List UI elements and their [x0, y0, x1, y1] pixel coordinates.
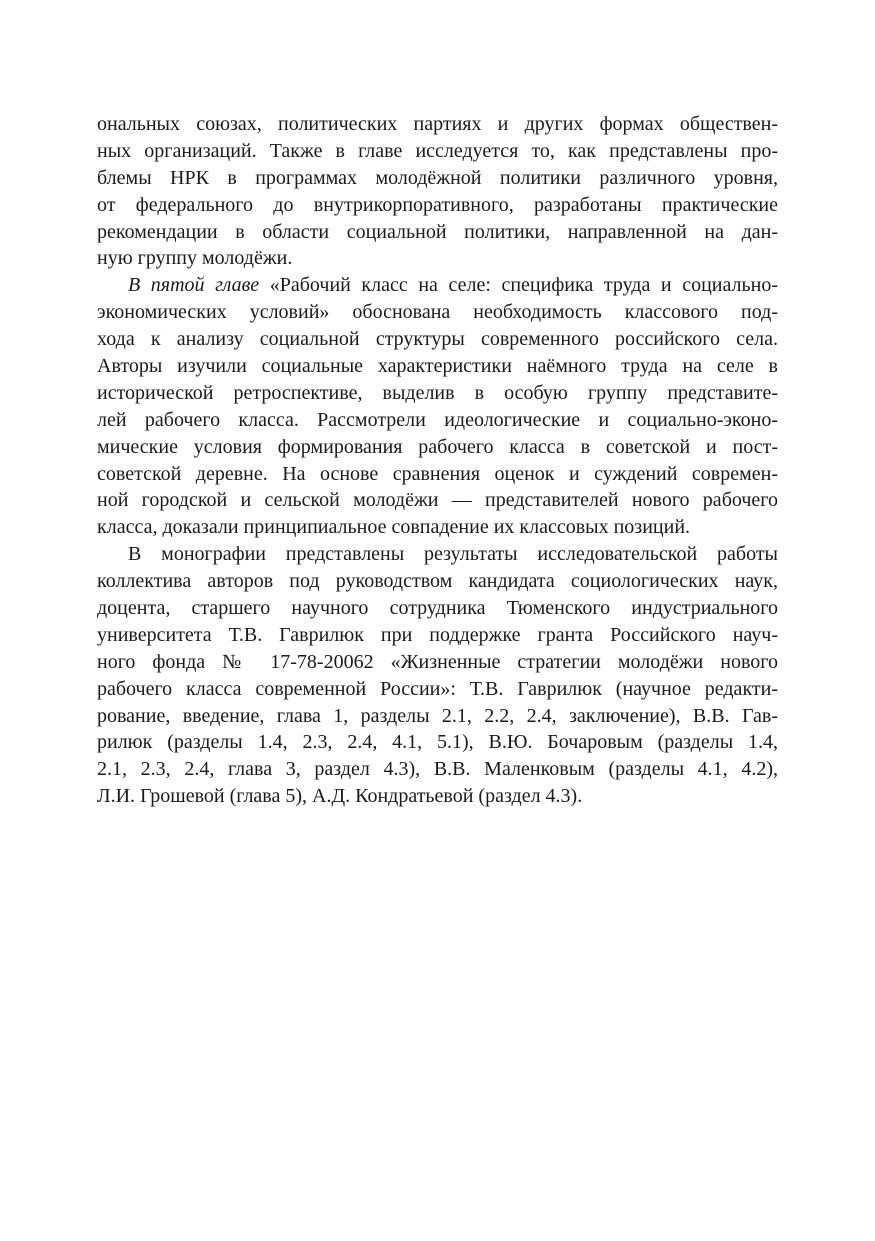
- text-line: Авторы изучили социальные характеристики наёмного труда на селе в: [97, 355, 778, 378]
- text-line: мические условия формирования рабочего класса в советской и пост-: [97, 435, 778, 458]
- text-line: класса, доказали принципиальное совпадение их классовых позиций.: [97, 516, 691, 539]
- text-line: советской деревне. На основе сравнения оценок и суждений современ-: [97, 462, 778, 485]
- text-line: рование, введение, глава 1, разделы 2.1, 2.2, 2.4, заключение), В.В. Гав-: [97, 704, 778, 727]
- paragraph-1: [97, 111, 778, 272]
- text-line-first: [97, 272, 778, 299]
- text-line: рабочего класса современной России»: Т.В. Гаврилюк (научное редакти-: [97, 677, 778, 700]
- text-line: блемы НРК в программах молодёжной политики различного уровня,: [97, 166, 778, 189]
- text-line-rest: «Рабочий класс на селе: специфика труда и социально-: [259, 274, 778, 297]
- text-line: коллектива авторов под руководством кандидата социологических наук,: [97, 570, 778, 593]
- text-line: доцента, старшего научного сотрудника Тюменского индустриального: [97, 597, 778, 620]
- italic-chapter-lead: В пятой главе: [128, 274, 260, 297]
- text-line: исторической ретроспективе, выделив в особую группу представите-: [97, 381, 778, 404]
- text-line: ную группу молодёжи.: [97, 247, 293, 270]
- text-line: ного фонда № 17-78-20062 «Жизненные стратегии молодёжи нового: [97, 650, 778, 673]
- text-line: ной городской и сельской молодёжи — представителей нового рабочего: [97, 489, 778, 512]
- text-line: ных организаций. Также в главе исследуется то, как представлены про-: [97, 139, 778, 162]
- text-line: лей рабочего класса. Рассмотрели идеологические и социально-эконо-: [97, 408, 778, 431]
- text-line-first: В монографии представлены результаты исследовательской работы: [128, 543, 778, 566]
- text-line: Л.И. Грошевой (глава 5), А.Д. Кондратьевой (раздел 4.3).: [97, 785, 583, 808]
- text-line: рилюк (разделы 1.4, 2.3, 2.4, 4.1, 5.1), В.Ю. Бочаровым (разделы 1.4,: [97, 731, 778, 754]
- paragraph-3: [97, 541, 778, 810]
- text-line: университета Т.В. Гаврилюк при поддержке гранта Российского науч-: [97, 623, 778, 646]
- document-page: [97, 111, 778, 810]
- paragraph-2: [97, 272, 778, 541]
- text-line: 2.1, 2.3, 2.4, глава 3, раздел 4.3), В.В. Маленковым (разделы 4.1, 4.2),: [97, 758, 778, 781]
- text-line: рекомендации в области социальной политики, направленной на дан-: [97, 220, 778, 243]
- text-line: хода к анализу социальной структуры современного российского села.: [97, 328, 778, 351]
- text-line: экономических условий» обоснована необходимость классового под-: [97, 301, 778, 324]
- text-line: ональных союзах, политических партиях и других формах обществен-: [97, 113, 778, 135]
- text-line: от федерального до внутрикорпоративного, разработаны практические: [97, 193, 778, 216]
